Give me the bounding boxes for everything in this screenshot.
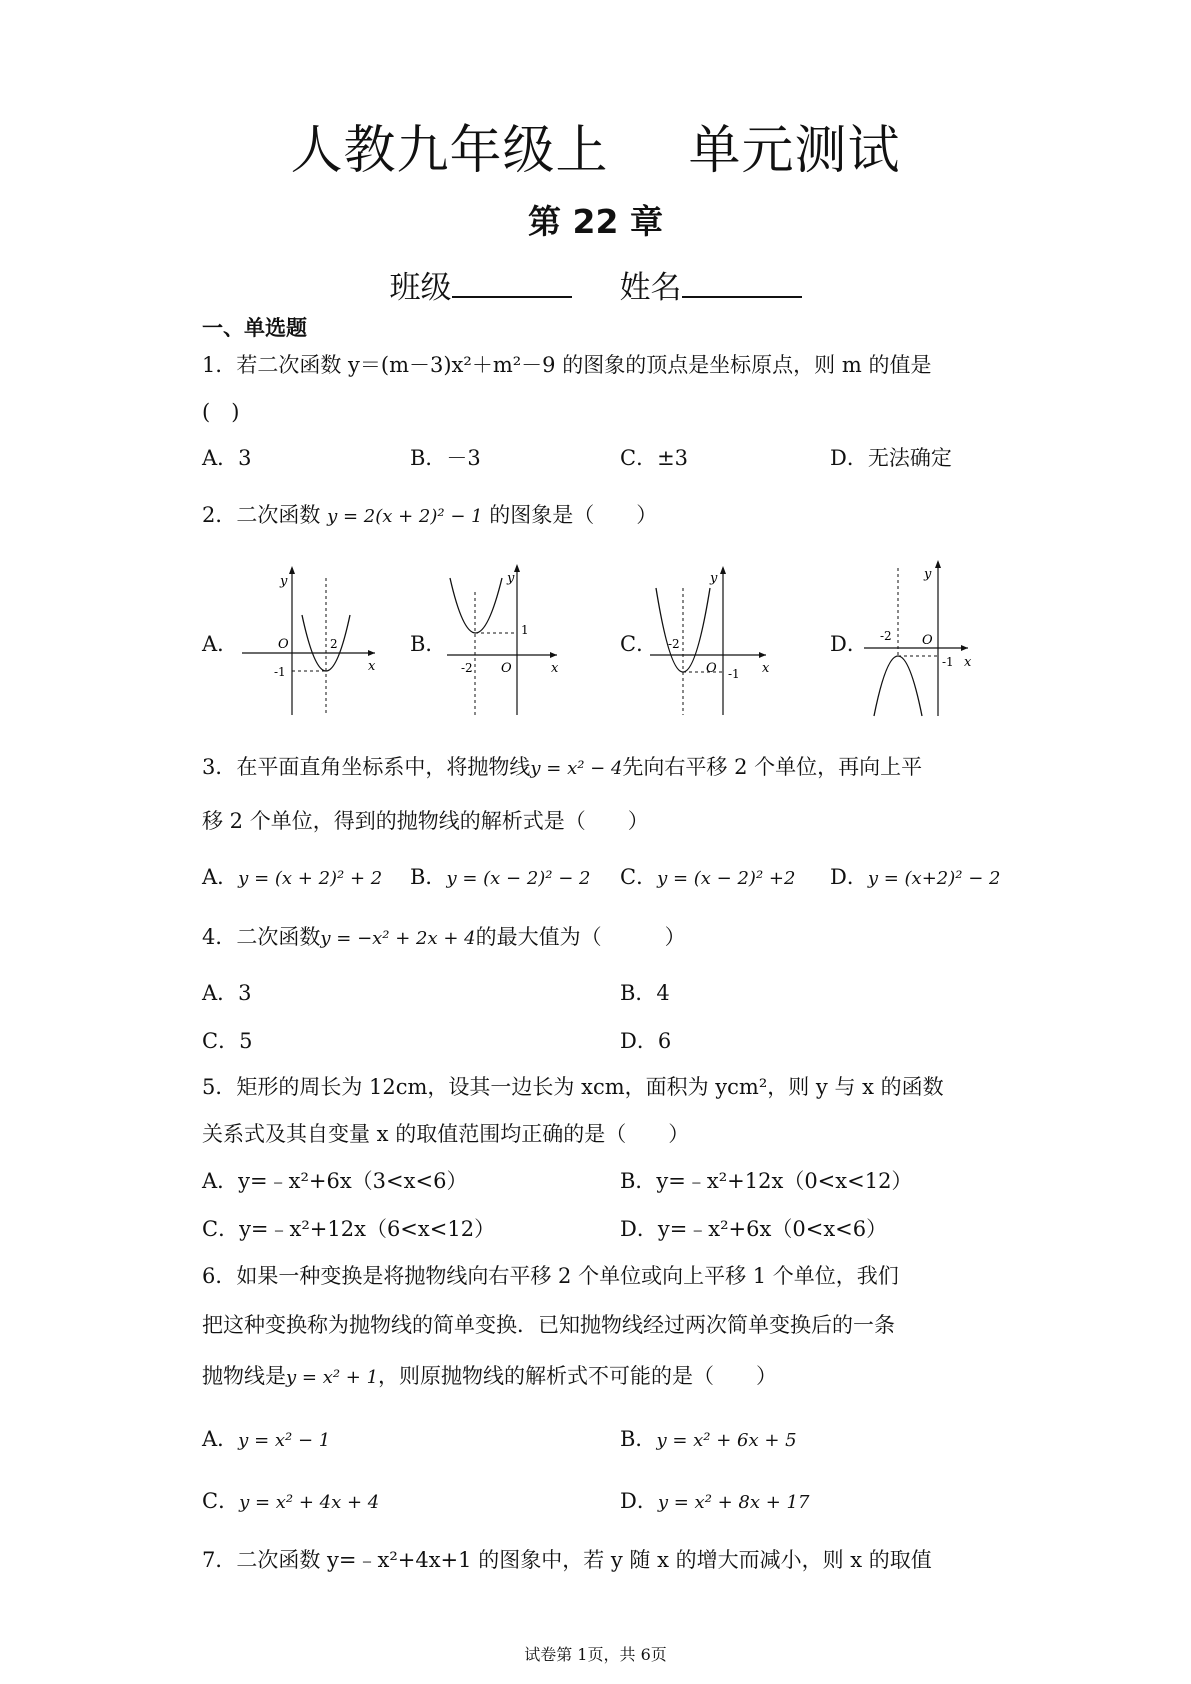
q3-option-d[interactable] (830, 862, 1000, 894)
q2-option-a[interactable]: A． (202, 632, 239, 656)
q4-option-d[interactable]: D．6 (620, 1029, 672, 1053)
q4-option-a[interactable]: A．3 (202, 981, 252, 1005)
q6-line3-formula: y = x² + 1 (286, 1367, 379, 1388)
q3-stem-line1 (202, 752, 1002, 784)
q6-option-b-formula: y = x² + 6x + 5 (656, 1430, 797, 1451)
q4-formula: y = −x² + 2x + 4 (320, 928, 476, 949)
q3-option-a[interactable] (202, 862, 382, 894)
q6-line3-suffix: ，则原抛物线的解析式不可能的是（ ） (378, 1364, 778, 1388)
q2-option-c[interactable]: C． (620, 632, 658, 656)
q6-option-c-label: C． (202, 1489, 240, 1513)
q7-stem-line1: 7．二次函数 y=﹣x²+4x+1 的图象中，若 y 随 x 的增大而减小，则 x 的取值 (202, 1548, 932, 1572)
q1-paren: ( ) (202, 400, 240, 424)
page-footer: 试卷第 1页，共 6页 (524, 1645, 667, 1664)
q6-line3-prefix: 抛物线是 (202, 1364, 286, 1388)
graph-d-origin-label: O (922, 633, 933, 648)
q5-option-a[interactable]: A．y=﹣x²+6x（3<x<6） (202, 1169, 468, 1193)
title-left: 人教九年级上 (290, 121, 609, 181)
q3-option-c-formula: y = (x − 2)² +2 (657, 868, 796, 889)
class-blank[interactable] (452, 268, 572, 298)
graph-d-x-arrow (961, 645, 968, 651)
q5-option-d[interactable]: D．y=﹣x²+6x（0<x<6） (620, 1217, 888, 1241)
graph-d-tick-1: -2 (880, 629, 892, 643)
q5-stem-line2: 关系式及其自变量 x 的取值范围均正确的是（ ） (202, 1122, 690, 1146)
q4-option-b[interactable]: B．4 (620, 981, 670, 1005)
q1-option-a[interactable]: A．3 (202, 446, 252, 470)
student-info-line (0, 262, 1191, 307)
graph-c-origin-label: O (706, 661, 717, 676)
q1-option-c[interactable]: C．±3 (620, 446, 689, 470)
graph-b-origin-label: O (501, 661, 512, 676)
graph-d-parabola (874, 656, 922, 716)
q3-option-b-label: B． (410, 865, 447, 889)
q2-stem (202, 500, 1002, 532)
q3-stem-line2: 移 2 个单位，得到的抛物线的解析式是（ ） (202, 809, 649, 833)
graph-c-x-arrow (759, 652, 766, 658)
graph-b-x-label: x (551, 661, 559, 676)
q1-option-d[interactable]: D．无法确定 (830, 446, 952, 470)
q3-option-a-formula: y = (x + 2)² + 2 (238, 868, 383, 889)
q4-option-c[interactable]: C．5 (202, 1029, 253, 1053)
q3-option-d-label: D． (830, 865, 868, 889)
q6-stem-line2: 把这种变换称为抛物线的简单变换．已知抛物线经过两次简单变换后的一条 (202, 1313, 895, 1337)
name-label: 姓名 (619, 270, 682, 306)
graph-a-origin-label: O (278, 637, 289, 652)
q6-option-c[interactable] (202, 1486, 379, 1518)
graph-b[interactable] (445, 560, 585, 720)
chapter-title: 第 22 章 (528, 202, 663, 241)
graph-a-x-arrow (368, 650, 375, 656)
graph-c-y-arrow (720, 566, 726, 574)
q6-option-c-formula: y = x² + 4x + 4 (239, 1492, 380, 1513)
graph-b-tick-1: -2 (461, 661, 473, 675)
q3-prefix: 3．在平面直角坐标系中，将抛物线 (202, 755, 531, 779)
q3-option-c-label: C． (620, 865, 658, 889)
q3-option-c[interactable] (620, 862, 795, 894)
graph-a-y-arrow (289, 566, 295, 574)
q6-option-a-formula: y = x² − 1 (238, 1430, 331, 1451)
graph-d[interactable] (862, 556, 1002, 721)
section-title: 一、单选题 (202, 316, 307, 340)
graph-d-y-arrow (935, 560, 941, 568)
graph-d-y-label: y (924, 567, 932, 582)
graph-b-x-arrow (550, 652, 557, 658)
q6-stem-line3 (202, 1361, 1002, 1393)
graph-a-tick-1: 2 (330, 637, 338, 651)
q6-option-a-label: A． (202, 1427, 239, 1451)
q1-stem: 1．若二次函数 y＝(m－3)x²＋m²－9 的图象的顶点是坐标原点，则 m 的值是 (202, 353, 932, 377)
graph-a-tick-2: -1 (274, 665, 286, 679)
q2-option-b[interactable]: B． (410, 632, 447, 656)
q4-prefix: 4．二次函数 (202, 925, 321, 949)
graph-c-x-label: x (762, 661, 770, 676)
graph-a-x-label: x (368, 659, 376, 674)
q3-option-b[interactable] (410, 862, 591, 894)
q3-suffix: 先向右平移 2 个单位，再向上平 (622, 755, 923, 779)
q4-suffix: 的最大值为（ ） (475, 925, 686, 949)
graph-b-parabola (450, 578, 502, 633)
q6-stem-line1: 6．如果一种变换是将抛物线向右平移 2 个单位或向上平移 1 个单位，我们 (202, 1264, 899, 1288)
q6-option-d[interactable] (620, 1486, 809, 1518)
q5-option-c[interactable]: C．y=﹣x²+12x（6<x<12） (202, 1217, 496, 1241)
q6-option-d-formula: y = x² + 8x + 17 (657, 1492, 810, 1513)
graph-a[interactable] (240, 560, 380, 720)
q2-option-d[interactable]: D． (830, 632, 868, 656)
graph-d-x-label: x (964, 655, 972, 670)
q5-stem-line1: 5．矩形的周长为 12cm，设其一边长为 xcm，面积为 ycm²，则 y 与 x 的函数 (202, 1075, 944, 1099)
name-blank[interactable] (682, 268, 802, 298)
q5-option-b[interactable]: B．y=﹣x²+12x（0<x<12） (620, 1169, 913, 1193)
graph-b-y-label: y (507, 571, 515, 586)
graph-c-tick-2: -1 (728, 667, 740, 681)
q3-option-a-label: A． (202, 865, 239, 889)
q2-prefix: 2．二次函数 (202, 503, 321, 527)
q1-option-b[interactable]: B．－3 (410, 446, 481, 470)
q2-formula: y = 2(x + 2)² − 1 (327, 506, 483, 527)
graph-a-y-label: y (280, 574, 288, 589)
page-title (0, 108, 1191, 183)
q6-option-a[interactable] (202, 1424, 330, 1456)
graph-b-tick-2: 1 (521, 623, 529, 637)
graph-b-y-arrow (514, 564, 520, 572)
q6-option-d-label: D． (620, 1489, 658, 1513)
q2-suffix: 的图象是（ ） (489, 503, 658, 527)
q3-option-d-formula: y = (x+2)² − 2 (867, 868, 1001, 889)
graph-c-tick-1: -2 (668, 637, 680, 651)
graph-c[interactable] (648, 560, 788, 720)
q6-option-b[interactable] (620, 1424, 797, 1456)
q3-formula: y = x² − 4 (530, 758, 623, 779)
q3-option-b-formula: y = (x − 2)² − 2 (446, 868, 591, 889)
class-label: 班级 (389, 270, 452, 306)
graph-d-tick-2: -1 (942, 655, 954, 669)
title-right: 单元测试 (688, 121, 901, 181)
graph-c-y-label: y (710, 571, 718, 586)
q6-option-b-label: B． (620, 1427, 657, 1451)
q4-stem (202, 922, 1002, 954)
